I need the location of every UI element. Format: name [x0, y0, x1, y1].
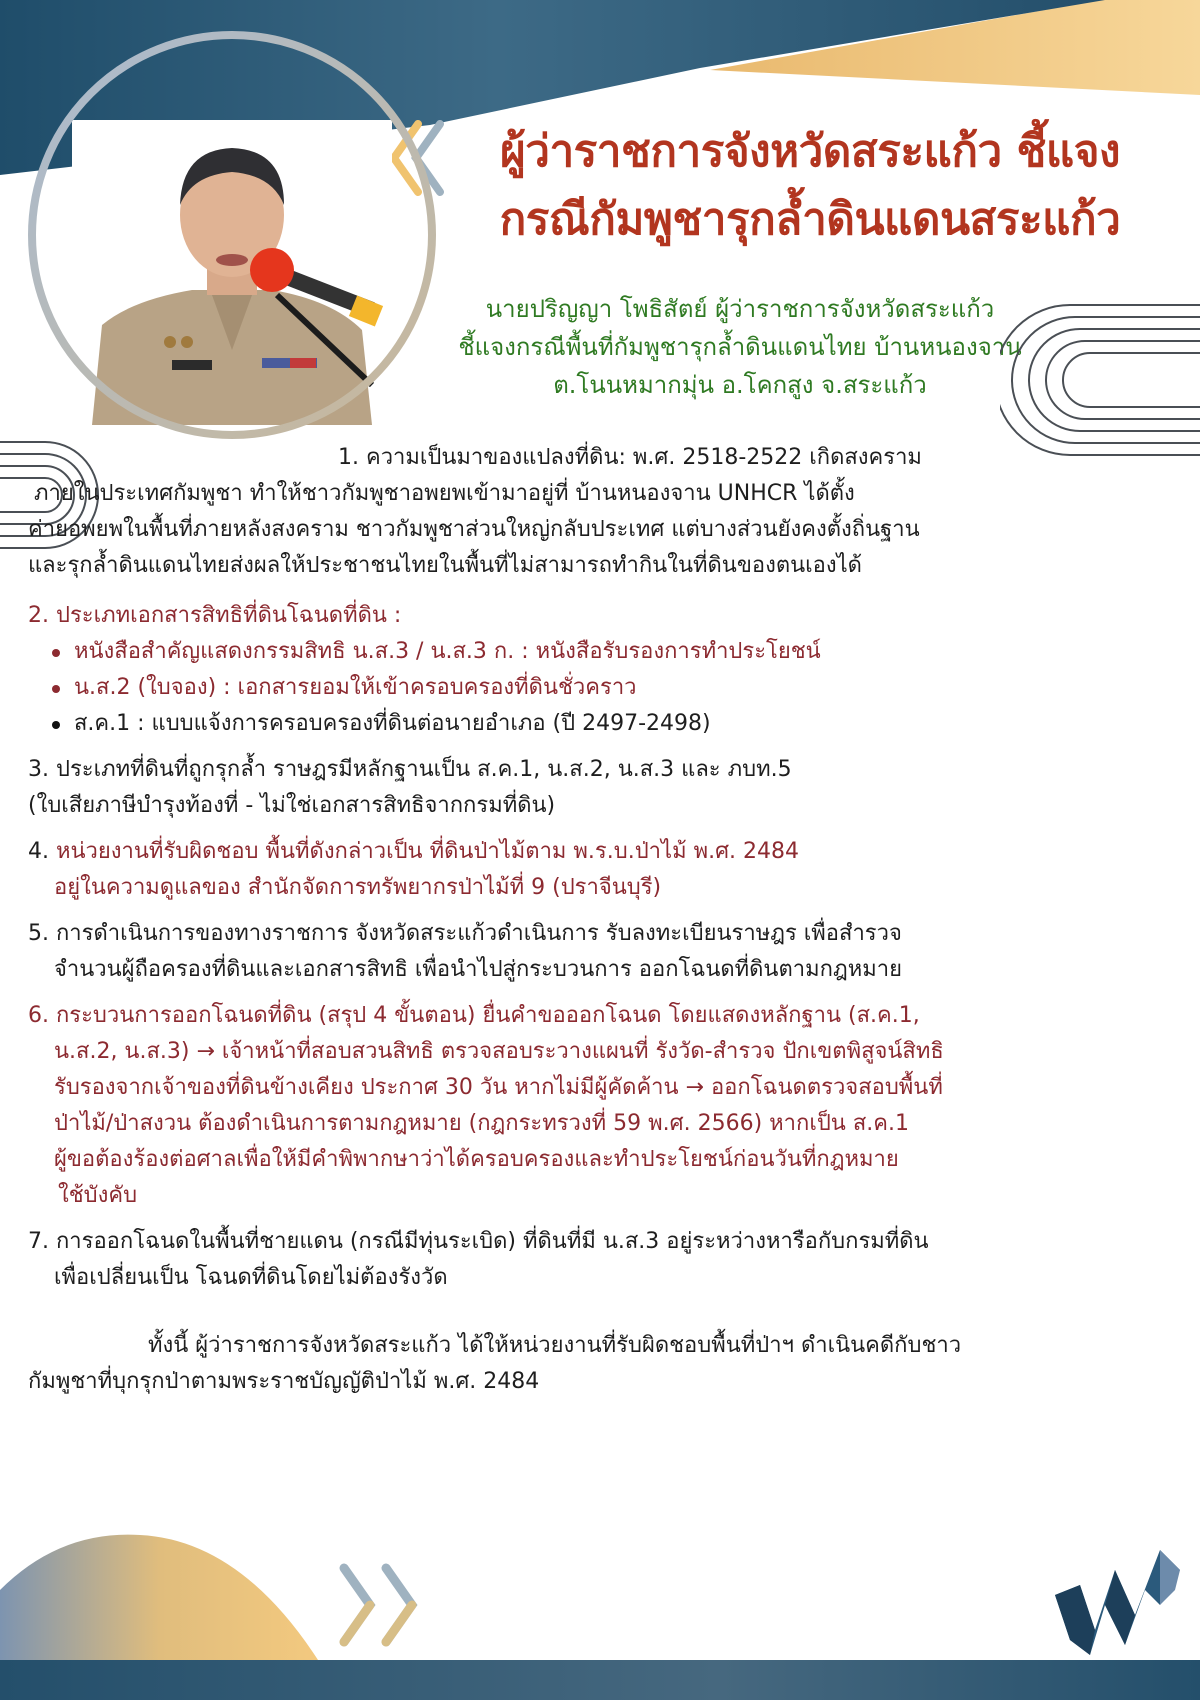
zigzag-ribbon-decoration [1050, 1545, 1200, 1655]
list-item: หนังสือสำคัญแสดงกรรมสิทธิ น.ส.3 / น.ส.3 ก. : หนังสือรับรองการทำประโยชน์ [48, 634, 1178, 670]
section-6-line: ใช้บังคับ [58, 1183, 138, 1208]
photo-ring-decoration [22, 25, 442, 445]
section-7-line: เพื่อเปลี่ยนเป็น โฉนดที่ดินโดยไม่ต้องรังวัด [54, 1265, 448, 1290]
governor-photo-frame [22, 25, 442, 445]
section-5-line: จำนวนผู้ถือครองที่ดินและเอกสารสิทธิ เพื่อนำไปสู่กระบวนการ ออกโฉนดที่ดินตามกฎหมาย [54, 957, 902, 982]
section-1-line: ภายในประเทศกัมพูชา ทำให้ชาวกัมพูชาอพยพเข้ามาอยู่ที่ บ้านหนองจาน UNHCR ได้ตั้ง [34, 481, 855, 506]
section-6-line: น.ส.2, น.ส.3) → เจ้าหน้าที่สอบสวนสิทธิ ตรวจสอบระวางแผนที่ รังวัด-สำรวจ ปักเขตพิสูจน์สิทธิ [54, 1039, 944, 1064]
section-4-line: หน่วยงานที่รับผิดชอบ พื้นที่ดังกล่าวเป็น ที่ดินป่าไม้ตาม พ.ร.บ.ป่าไม้ พ.ศ. 2484 [56, 839, 800, 864]
section-3-line: (ใบเสียภาษีบำรุงท้องที่ - ไม่ใช่เอกสารสิทธิจากกรมที่ดิน) [28, 793, 556, 818]
subtitle-line-3: ต.โนนหมากมุ่น อ.โคกสูง จ.สระแก้ว [553, 371, 927, 399]
article-body [28, 440, 1178, 1400]
subtitle-line-1: นายปริญญา โพธิสัตย์ ผู้ว่าราชการจังหวัดสระแก้ว [485, 295, 995, 323]
subtitle-line-2: ชี้แจงกรณีพื้นที่กัมพูชารุกล้ำดินแดนไทย บ้านหนองจาน [458, 333, 1022, 361]
closing-paragraph [28, 1328, 1178, 1400]
section-4-number: 4. [28, 839, 49, 864]
headline [440, 118, 1180, 254]
section-2-heading: 2. ประเภทเอกสารสิทธิที่ดินโฉนดที่ดิน : [28, 603, 402, 628]
section-5-line: 5. การดำเนินการของทางราชการ จังหวัดสระแก้วดำเนินการ รับลงทะเบียนราษฎร เพื่อสำรวจ [28, 921, 902, 946]
double-chevron-right-icon [330, 1560, 440, 1650]
section-4-responsible-agency [28, 834, 1178, 906]
section-1-line: ค่ายอพยพในพื้นที่ภายหลังสงคราม ชาวกัมพูชาส่วนใหญ่กลับประเทศ แต่บางส่วนยังคงตั้งถิ่นฐาน [28, 517, 920, 542]
section-2-document-types [28, 598, 1178, 742]
section-6-line: 6. กระบวนการออกโฉนดที่ดิน (สรุป 4 ขั้นตอน) ยื่นคำขอออกโฉนด โดยแสดงหลักฐาน (ส.ค.1, [28, 1003, 920, 1028]
section-3-line: 3. ประเภทที่ดินที่ถูกรุกล้ำ ราษฎรมีหลักฐานเป็น ส.ค.1, น.ส.2, น.ส.3 และ ภบท.5 [28, 757, 792, 782]
section-1-line: และรุกล้ำดินแดนไทยส่งผลให้ประชาชนไทยในพื้นที่ไม่สามารถทำกินในที่ดินของตนเองได้ [28, 553, 862, 578]
section-6-deed-process [28, 998, 1178, 1214]
bottom-bar-decoration [0, 1660, 1200, 1700]
section-6-line: ป่าไม้/ป่าสงวน ต้องดำเนินการตามกฎหมาย (กฎกระทรวงที่ 59 พ.ศ. 2566) หากเป็น ส.ค.1 [54, 1111, 909, 1136]
subtitle [395, 290, 1085, 404]
section-1-history [28, 440, 1178, 584]
section-1-line: 1. ความเป็นมาของแปลงที่ดิน: พ.ศ. 2518-2522 เกิดสงคราม [338, 445, 922, 470]
half-sun-decoration [0, 1530, 320, 1660]
section-4-line: อยู่ในความดูแลของ สำนักจัดการทรัพยากรป่าไม้ที่ 9 (ปราจีนบุรี) [54, 875, 662, 900]
closing-line: กัมพูชาที่บุกรุกป่าตามพระราชบัญญัติป่าไม้ พ.ศ. 2484 [28, 1369, 540, 1394]
section-7-line: 7. การออกโฉนดในพื้นที่ชายแดน (กรณีมีทุ่นระเบิด) ที่ดินที่มี น.ส.3 อยู่ระหว่างหารือกับกรมที่ดิน [28, 1229, 929, 1254]
section-6-line: ผู้ขอต้องร้องต่อศาลเพื่อให้มีคำพิพากษาว่าได้ครอบครองและทำประโยชน์ก่อนวันที่กฎหมาย [54, 1147, 899, 1172]
closing-line: ทั้งนี้ ผู้ว่าราชการจังหวัดสระแก้ว ได้ให้หน่วยงานที่รับผิดชอบพื้นที่ป่าฯ ดำเนินคดีกับชาว [148, 1333, 962, 1358]
list-item: น.ส.2 (ใบจอง) : เอกสารยอมให้เข้าครอบครองที่ดินชั่วคราว [48, 670, 1178, 706]
document-type-list [28, 634, 1178, 742]
headline-line-2: กรณีกัมพูชารุกล้ำดินแดนสระแก้ว [499, 194, 1121, 245]
headline-line-1: ผู้ว่าราชการจังหวัดสระแก้ว ชี้แจง [499, 126, 1121, 177]
list-item: ส.ค.1 : แบบแจ้งการครอบครองที่ดินต่อนายอำเภอ (ปี 2497-2498) [48, 706, 1178, 742]
section-6-line: รับรองจากเจ้าของที่ดินข้างเคียง ประกาศ 30 วัน หากไม่มีผู้คัดค้าน → ออกโฉนดตรวจสอบพื้นที่ [54, 1075, 943, 1100]
section-5-government-actions [28, 916, 1178, 988]
section-3-land-types [28, 752, 1178, 824]
section-7-border-deeds [28, 1224, 1178, 1296]
concentric-arcs-decoration-right [1000, 300, 1200, 460]
